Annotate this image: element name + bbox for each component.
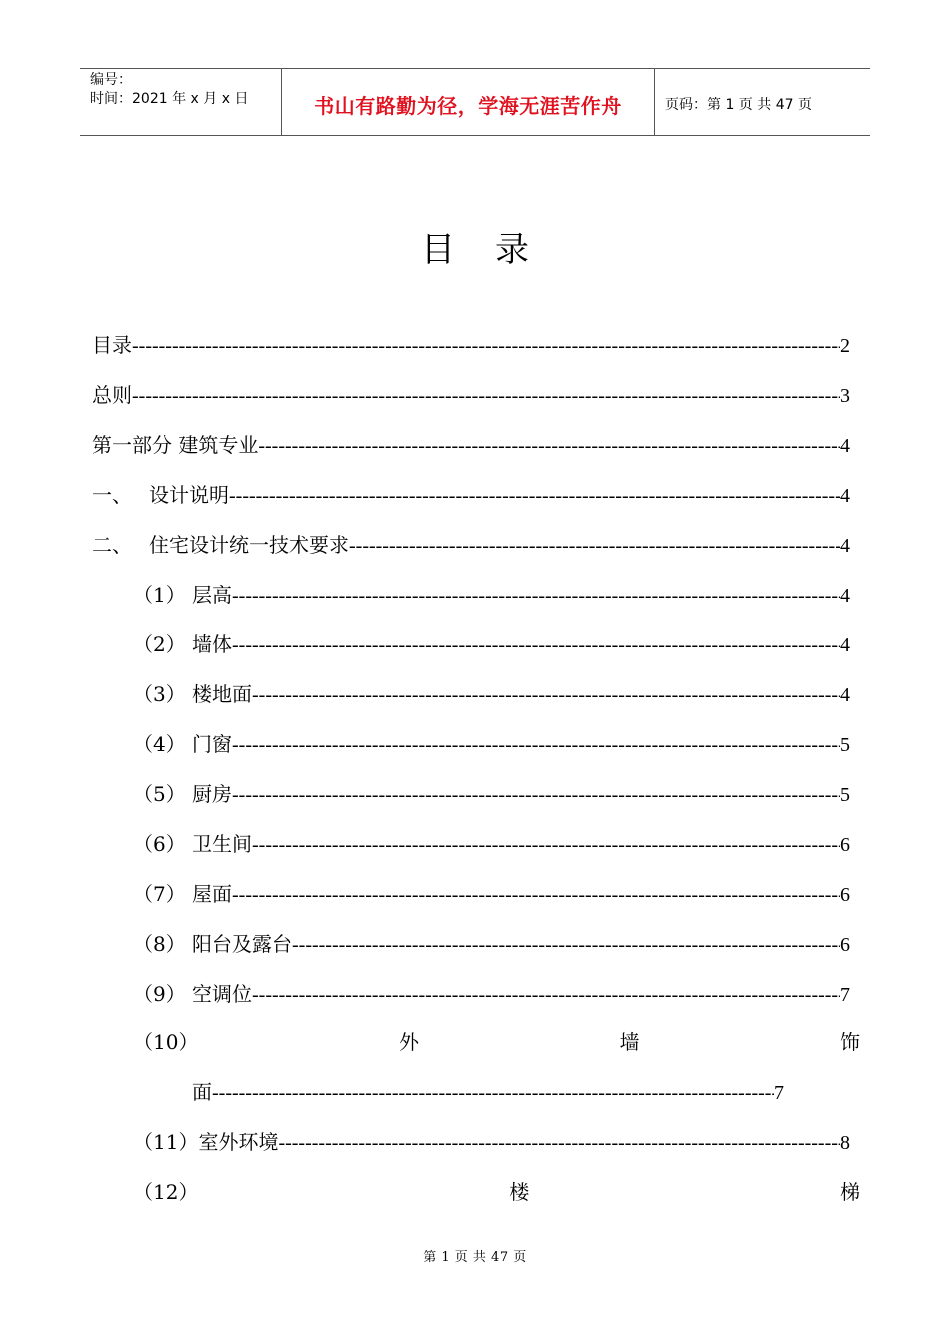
toc-leader-dots: [278, 1132, 840, 1155]
toc-entry-prefix: 一、: [92, 483, 132, 507]
toc-page-number: 4: [840, 585, 850, 607]
toc-leader-dots: [229, 485, 840, 508]
toc-entry-prefix: 二、: [92, 533, 132, 557]
toc-page-number: 7: [840, 984, 850, 1006]
toc-entry[interactable]: [133, 928, 850, 958]
toc-entry-char: 楼: [509, 1180, 530, 1204]
header-page-info: 页码：第 1 页 共 47 页: [665, 97, 812, 113]
toc-leader-dots: [252, 984, 840, 1007]
toc-leader-dots: [252, 834, 840, 857]
toc-entry[interactable]: [133, 628, 850, 658]
toc-page-number: 4: [840, 684, 850, 706]
toc-entry[interactable]: [92, 329, 850, 359]
header-motto-cell: [282, 69, 655, 135]
toc-page-number: 2: [840, 335, 850, 357]
toc-entry-prefix: （6）: [133, 832, 186, 856]
header-left-cell: [80, 69, 282, 135]
toc-page-number: 6: [840, 884, 850, 906]
toc-entry[interactable]: [133, 778, 850, 808]
toc-entry-prefix: （3）: [133, 682, 186, 706]
toc-entry-label: 设计说明: [149, 483, 229, 507]
toc-leader-dots: [132, 385, 840, 408]
toc-entry-char: 墙: [619, 1030, 640, 1054]
toc-entry-label: 阳台及露台: [192, 932, 292, 956]
header-motto: 书山有路勤为径，学海无涯苦作舟: [314, 93, 622, 118]
toc-entry-11[interactable]: [133, 1126, 850, 1156]
toc-leader-dots: [132, 335, 840, 358]
toc-entry-prefix: （9）: [133, 982, 186, 1006]
toc-entry-prefix: （10）: [133, 1030, 199, 1054]
toc-entry-12[interactable]: [133, 1176, 860, 1205]
toc-entry-prefix: （4）: [133, 732, 186, 756]
toc-entry-prefix: （8）: [133, 932, 186, 956]
toc-entry-prefix: （1）: [133, 583, 186, 607]
toc-leader-dots: [252, 684, 840, 707]
toc-page-number: 4: [840, 485, 850, 507]
document-title: 目录: [421, 230, 569, 270]
toc-entry-label: 门窗: [192, 732, 232, 756]
toc-leader-dots: [292, 934, 840, 957]
toc-entry[interactable]: [92, 479, 850, 509]
toc-entry[interactable]: [133, 728, 850, 758]
toc-leader-dots: [232, 884, 840, 907]
page-header: [80, 68, 870, 136]
page-footer: 第 1 页 共 47 页: [423, 1250, 527, 1265]
toc-page-number: 5: [840, 734, 850, 756]
toc-entry-prefix: （12）: [133, 1180, 199, 1204]
toc-entry[interactable]: [133, 878, 850, 908]
toc-entry[interactable]: [133, 978, 850, 1008]
toc-page-number: 4: [840, 535, 850, 557]
toc-entry-label: 空调位: [192, 982, 252, 1006]
toc-entry-label: 总则: [92, 383, 132, 407]
toc-entry-label: 屋面: [192, 882, 232, 906]
toc-entry-label: 层高: [192, 583, 232, 607]
toc-entry-label: 第一部分 建筑专业: [92, 433, 259, 457]
toc-entry-prefix: （5）: [133, 782, 186, 806]
toc-entry[interactable]: [133, 828, 850, 858]
toc-entry-label: 墙体: [192, 632, 232, 656]
toc-entry-label: 目录: [92, 333, 132, 357]
time-label: 时间：2021 年 x 月 x 日: [90, 91, 249, 107]
toc-entry-char: 外: [398, 1030, 419, 1054]
toc-page-number: 6: [840, 934, 850, 956]
toc-entry-label: 楼地面: [192, 682, 252, 706]
toc-entry-label: 厨房: [192, 782, 232, 806]
toc-leader-dots: [232, 734, 840, 757]
toc-leader-dots: [212, 1082, 774, 1105]
toc-entry-char: 梯: [839, 1180, 860, 1204]
toc-entry-10-continued[interactable]: [192, 1076, 784, 1106]
toc-page-number: 4: [840, 634, 850, 656]
toc-entry-prefix: （7）: [133, 882, 186, 906]
toc-entry-label: 室外环境: [198, 1130, 279, 1154]
toc-entry-label: 面: [192, 1080, 212, 1104]
toc-leader-dots: [349, 535, 840, 558]
toc-leader-dots: [232, 634, 840, 657]
toc-entry-prefix: （11）: [133, 1130, 199, 1154]
toc-entry[interactable]: [92, 529, 850, 559]
toc-page-number: 7: [774, 1082, 784, 1104]
toc-page-number: 3: [840, 385, 850, 407]
toc-page-number: 8: [840, 1132, 850, 1154]
header-page-cell: [655, 69, 870, 135]
toc-leader-dots: [232, 784, 840, 807]
toc-entry-char: 饰: [840, 1030, 860, 1054]
toc-leader-dots: [232, 585, 840, 608]
toc-entry[interactable]: [133, 678, 850, 708]
toc-leader-dots: [258, 435, 840, 458]
toc-entry-10[interactable]: [133, 1026, 860, 1055]
toc-entry[interactable]: [92, 429, 850, 459]
toc-entry-prefix: （2）: [133, 632, 186, 656]
code-label: 编号：: [90, 72, 132, 88]
toc-page-number: 6: [840, 834, 850, 856]
toc-entry-label: 卫生间: [192, 832, 252, 856]
toc-entry-label: 住宅设计统一技术要求: [149, 533, 349, 557]
toc-page-number: 5: [840, 784, 850, 806]
toc-entry[interactable]: [92, 379, 850, 409]
toc-page-number: 4: [840, 435, 850, 457]
toc-entry[interactable]: [133, 579, 850, 609]
